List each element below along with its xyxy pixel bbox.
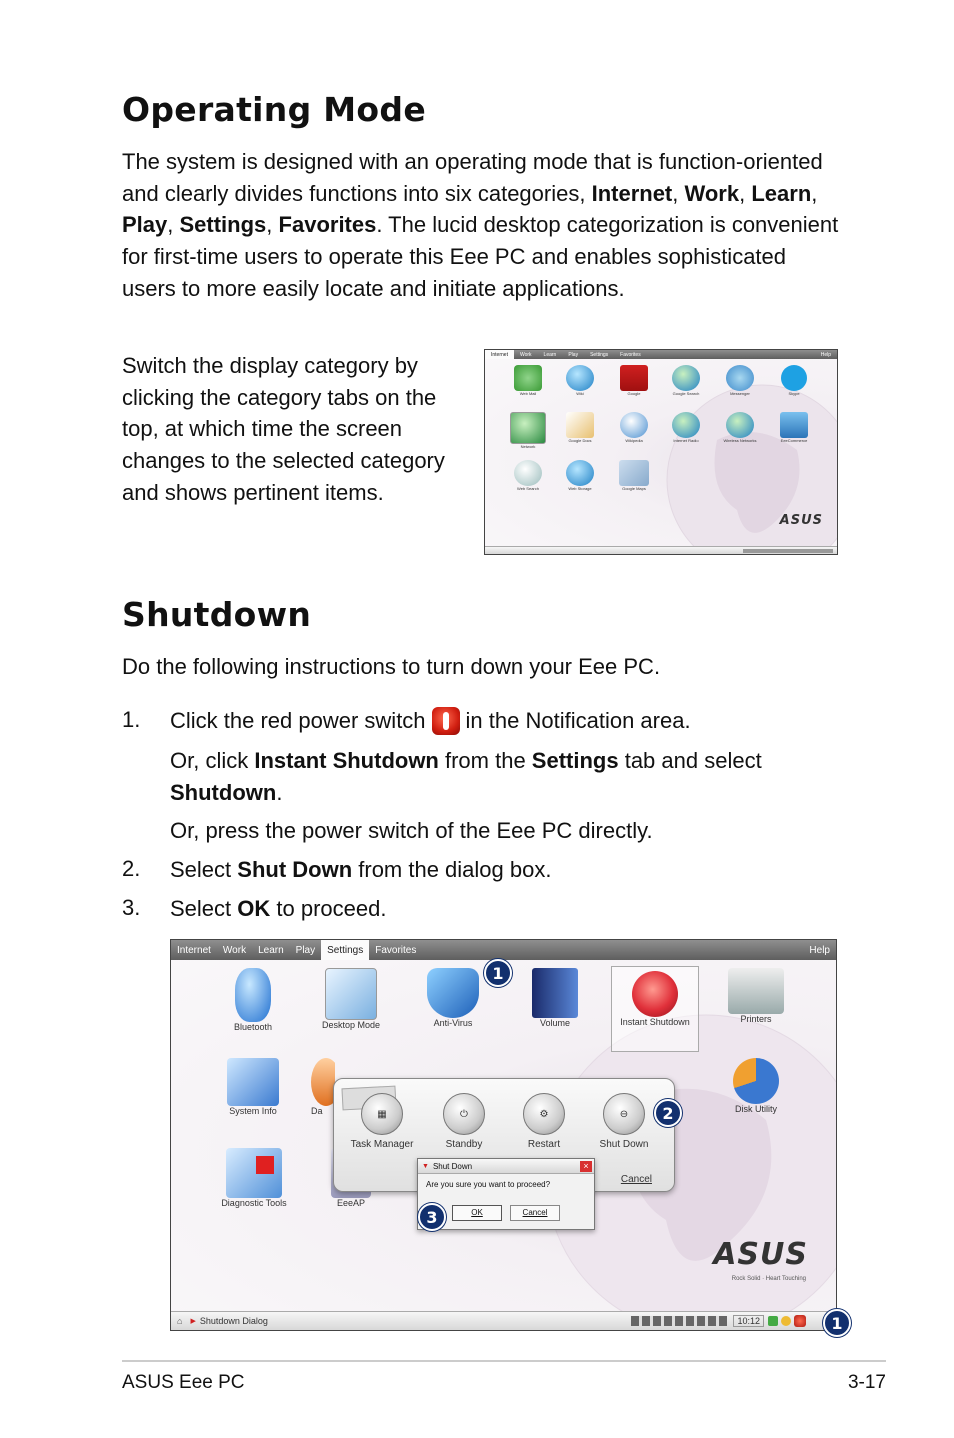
shield-icon <box>427 968 479 1018</box>
taskbar-window-label[interactable]: Shutdown Dialog <box>199 1316 268 1326</box>
app-web-mail[interactable]: Web Mail <box>503 365 553 396</box>
help-button[interactable]: Help <box>820 351 831 358</box>
asus-logo: ASUS <box>713 1237 808 1272</box>
standby-button[interactable]: ⏻ Standby <box>426 1093 502 1150</box>
app-date-partial[interactable]: Da <box>311 1058 335 1116</box>
step-1-alt-instant-shutdown: Or, click Instant Shutdown from the Settings tab and select Shutdown. <box>170 748 762 805</box>
app-disk-utility[interactable]: Disk Utility <box>716 1058 796 1114</box>
app-eeecommerce[interactable]: EeeCommerce <box>769 412 819 443</box>
app-google-maps[interactable]: Google Maps <box>609 460 659 491</box>
section-title-operating-mode: Operating Mode <box>122 90 427 129</box>
battery-icon <box>768 1316 778 1326</box>
maps-icon <box>619 460 649 486</box>
bluetooth-icon <box>235 968 271 1022</box>
footer-page-number: 3-17 <box>847 1372 886 1393</box>
speaker-icon <box>532 968 578 1018</box>
shut-down-button[interactable]: ⊖ Shut Down <box>586 1093 662 1150</box>
arrow-icon: ▶ <box>190 1318 196 1325</box>
tab-favorites[interactable]: Favorites <box>375 944 417 956</box>
switch-category-paragraph: Switch the display category by clicking the category tabs on the top, at which time the screen changes to the selected category and shows pertinent items. <box>122 353 445 505</box>
p1-text-b: . The lucid desktop categorization is convenient for first-time users to operate this Eee PC and enables sophisticated users to more easily locate and initiate applications. <box>122 212 839 301</box>
app-volume[interactable]: Volume <box>515 968 595 1028</box>
cat-favorites: Favorites <box>278 212 377 238</box>
step-1-number: 1. <box>122 707 141 732</box>
app-anti-virus[interactable]: Anti-Virus <box>413 968 493 1028</box>
app-internet-radio[interactable]: Internet Radio <box>661 412 711 443</box>
eeecommerce-icon <box>780 412 808 438</box>
step-3-number: 3. <box>122 895 141 920</box>
p1-text-a: The system is designed with an operating mode that is function-oriented and clearly divides functions into six categories, <box>122 149 823 206</box>
confirm-text: Are you sure you want to proceed? <box>426 1180 551 1189</box>
asus-tagline: Rock Solid · Heart Touching <box>731 1276 806 1282</box>
app-instant-shutdown[interactable]: Instant Shutdown <box>611 966 699 1052</box>
standby-icon: ⏻ <box>443 1093 485 1135</box>
app-bluetooth[interactable]: Bluetooth <box>213 968 293 1032</box>
app-web-storage[interactable]: Web Storage <box>555 460 605 491</box>
monitor-icon <box>325 968 377 1020</box>
wireless-icon <box>726 412 754 438</box>
tray-icons <box>631 1316 727 1326</box>
desktop-screenshot-settings <box>170 939 837 1331</box>
tab-internet[interactable]: Internet <box>177 944 211 956</box>
app-web-search[interactable]: Web Search <box>503 460 553 491</box>
shutdown-intro: Do the following instructions to turn down your Eee PC. <box>122 654 661 679</box>
step-2-text: Select Shut Down from the dialog box. <box>170 857 552 882</box>
tab-work[interactable]: Work <box>519 351 532 358</box>
operating-mode-paragraph: The system is designed with an operating mode that is function-oriented and clearly divides functions into six categories, Internet, Work, Learn, Play, Settings, Favorites. The lucid desktop categorization is convenient for first-time users to operate this Eee PC and enables sophisticated users to more easily locate and initiate applications. <box>122 149 839 301</box>
home-icon[interactable]: ⌂ <box>177 1316 183 1326</box>
category-tabbar <box>171 940 836 960</box>
app-desktop-mode[interactable]: Desktop Mode <box>311 968 391 1030</box>
app-system-info[interactable]: System Info <box>213 1058 293 1116</box>
laptop-info-icon <box>227 1058 279 1106</box>
section-title-shutdown: Shutdown <box>122 595 312 634</box>
app-eeeap[interactable]: EeeAP <box>311 1148 391 1208</box>
messenger-icon <box>726 365 754 391</box>
globe-search-icon <box>672 365 700 391</box>
app-google-docs[interactable]: Google Docs <box>555 412 605 443</box>
app-diagnostic-tools[interactable]: Diagnostic Tools <box>209 1148 299 1208</box>
tab-favorites[interactable]: Favorites <box>620 351 641 358</box>
network-icon <box>510 412 546 444</box>
power-switch-icon[interactable] <box>794 1315 806 1327</box>
callout-badge-3: 3 <box>418 1203 446 1231</box>
close-icon[interactable]: × <box>580 1161 592 1172</box>
callout-badge-1-tray: 1 <box>823 1309 851 1337</box>
docs-icon <box>566 412 594 438</box>
task-manager-icon: ▦ <box>361 1093 403 1135</box>
tab-settings[interactable]: Settings <box>321 940 369 960</box>
app-google[interactable]: Google <box>609 365 659 396</box>
web-storage-icon <box>566 460 594 486</box>
tab-work[interactable]: Work <box>222 944 247 956</box>
ok-button[interactable]: OK <box>452 1205 502 1221</box>
tab-internet[interactable]: Internet <box>485 350 514 359</box>
app-messenger[interactable]: Messenger <box>715 365 765 396</box>
cat-work: Work <box>684 180 740 206</box>
skype-icon <box>781 365 807 391</box>
globe-icon <box>566 365 594 391</box>
app-google-search[interactable]: Google Search <box>661 365 711 396</box>
tab-play[interactable]: Play <box>295 944 316 956</box>
help-button[interactable]: Help <box>809 944 830 956</box>
app-printers[interactable]: Printers <box>716 968 796 1024</box>
clock: 10:12 <box>733 1315 764 1327</box>
app-skype[interactable]: Skype <box>769 365 819 396</box>
tab-learn[interactable]: Learn <box>258 944 284 956</box>
cat-play: Play <box>122 212 168 238</box>
cat-internet: Internet <box>591 180 673 206</box>
asus-logo: ASUS <box>779 513 823 528</box>
web-search-icon <box>514 460 542 486</box>
task-manager-button[interactable]: ▦ Task Manager <box>344 1093 420 1150</box>
tab-settings[interactable]: Settings <box>590 351 609 358</box>
restart-button[interactable]: ⚙ Restart <box>506 1093 582 1150</box>
step-1-alt-power-switch: Or, press the power switch of the Eee PC directly. <box>170 818 653 843</box>
dialog-cancel-button[interactable]: Cancel <box>620 1174 652 1185</box>
taskbar <box>485 546 837 554</box>
restart-gear-icon: ⚙ <box>523 1093 565 1135</box>
wikipedia-icon <box>620 412 648 438</box>
step-1-text: Click the red power switch in the Notification area. <box>170 708 691 733</box>
house-icon <box>620 365 648 391</box>
step-3-text: Select OK to proceed. <box>170 896 387 921</box>
tab-play[interactable]: Play <box>568 351 579 358</box>
diagnostic-icon <box>226 1148 282 1198</box>
taskbar <box>171 1311 836 1330</box>
globe-background-icon <box>647 380 838 555</box>
confirm-titlebar: ▼ Shut Down × <box>418 1159 594 1174</box>
clock-icon <box>311 1058 335 1106</box>
step-2-number: 2. <box>122 856 141 881</box>
app-wiki[interactable]: Wiki <box>555 365 605 396</box>
cat-settings: Settings <box>179 212 267 238</box>
footer-product: ASUS Eee PC <box>122 1372 245 1393</box>
shutdown-icon <box>632 971 678 1017</box>
callout-badge-2: 2 <box>654 1099 682 1127</box>
web-mail-icon <box>514 365 542 391</box>
desktop-screenshot-internet <box>484 349 838 555</box>
tray-icons <box>743 549 833 553</box>
status-icon <box>781 1316 791 1326</box>
printer-icon <box>728 968 784 1014</box>
cancel-button[interactable]: Cancel <box>510 1205 560 1221</box>
tab-learn[interactable]: Learn <box>543 351 557 358</box>
app-wikipedia[interactable]: Wikipedia <box>609 412 659 443</box>
cat-learn: Learn <box>751 180 812 206</box>
power-switch-icon <box>432 707 460 735</box>
shut-down-icon: ⊖ <box>603 1093 645 1135</box>
category-tabbar <box>485 350 837 359</box>
footer-rule <box>122 1360 886 1362</box>
callout-badge-1: 1 <box>484 959 512 987</box>
titlebar-arrow-icon: ▼ <box>422 1162 429 1170</box>
radio-globe-icon <box>672 412 700 438</box>
pie-chart-icon <box>733 1058 779 1104</box>
app-wireless-networks[interactable]: Wireless Networks <box>715 412 765 443</box>
app-network[interactable]: Network <box>503 412 553 449</box>
